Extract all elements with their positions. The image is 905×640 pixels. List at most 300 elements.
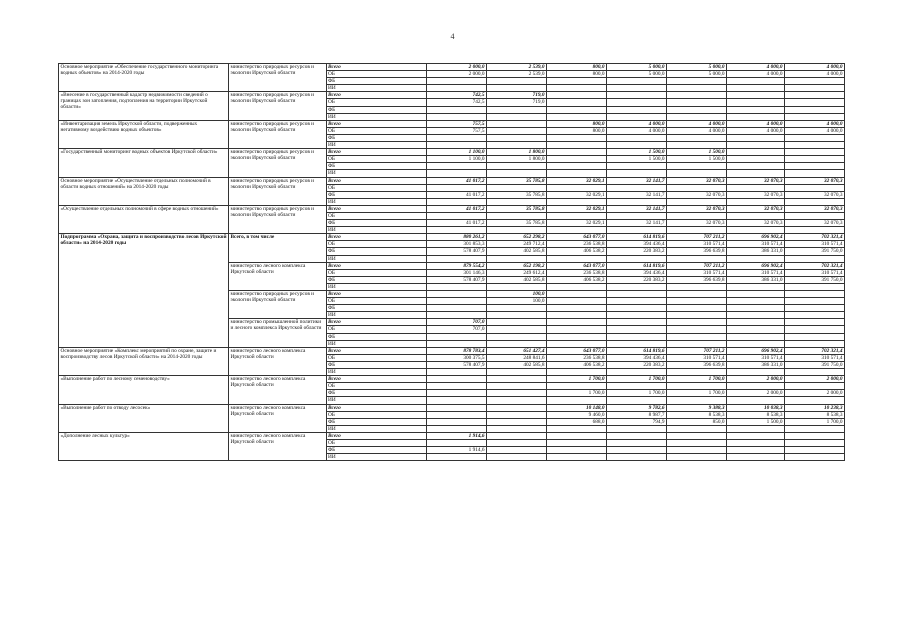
funding-source: Всего bbox=[327, 64, 427, 71]
amount-cell bbox=[785, 326, 845, 333]
funding-source: ИИ bbox=[327, 170, 427, 177]
amount-cell bbox=[547, 106, 607, 113]
amount-cell bbox=[487, 432, 547, 439]
amount-cell bbox=[487, 305, 547, 312]
amount-cell bbox=[487, 85, 547, 92]
amount-cell bbox=[487, 425, 547, 432]
table-row bbox=[59, 404, 845, 411]
amount-cell: 1 500,0 bbox=[607, 156, 667, 163]
funding-source: ИИ bbox=[327, 255, 427, 262]
amount-cell: 394 436,4 bbox=[607, 269, 667, 276]
amount-cell: 310 571,4 bbox=[727, 241, 785, 248]
amount-cell bbox=[487, 134, 547, 141]
amount-cell bbox=[785, 134, 845, 141]
amount-cell bbox=[667, 85, 727, 92]
amount-cell: 800,0 bbox=[547, 127, 607, 134]
amount-cell: 578 407,9 bbox=[427, 276, 487, 283]
amount-cell bbox=[727, 454, 785, 461]
amount-cell: 2 000,0 bbox=[727, 390, 785, 397]
funding-source: Всего bbox=[327, 291, 427, 298]
amount-cell: 1 800,0 bbox=[487, 149, 547, 156]
amount-cell bbox=[667, 312, 727, 319]
amount-cell: 9 782,6 bbox=[607, 404, 667, 411]
amount-cell bbox=[547, 340, 607, 347]
amount-cell bbox=[727, 142, 785, 149]
amount-cell: 5 000,0 bbox=[667, 64, 727, 71]
amount-cell bbox=[547, 170, 607, 177]
amount-cell: 406 538,2 bbox=[547, 276, 607, 283]
amount-cell bbox=[487, 170, 547, 177]
amount-cell bbox=[785, 447, 845, 454]
funding-source: Всего bbox=[327, 177, 427, 184]
amount-cell bbox=[727, 397, 785, 404]
amount-cell bbox=[667, 198, 727, 205]
amount-cell: 5 000,0 bbox=[667, 71, 727, 78]
amount-cell bbox=[547, 255, 607, 262]
amount-cell bbox=[727, 106, 785, 113]
amount-cell: 4 000,0 bbox=[785, 120, 845, 127]
amount-cell bbox=[727, 447, 785, 454]
amount-cell bbox=[427, 85, 487, 92]
amount-cell bbox=[427, 454, 487, 461]
amount-cell bbox=[547, 397, 607, 404]
amount-cell bbox=[607, 85, 667, 92]
funding-source: Всего bbox=[327, 149, 427, 156]
funding-source: ФБ bbox=[327, 163, 427, 170]
funding-source: ИИ bbox=[327, 198, 427, 205]
amount-cell: 406 538,2 bbox=[547, 361, 607, 368]
amount-cell bbox=[427, 425, 487, 432]
amount-cell bbox=[727, 291, 785, 298]
amount-cell: 100,0 bbox=[487, 298, 547, 305]
amount-cell bbox=[607, 92, 667, 99]
amount-cell bbox=[427, 369, 487, 376]
amount-cell bbox=[607, 291, 667, 298]
amount-cell: 1 914,6 bbox=[427, 432, 487, 439]
amount-cell: 32 070,3 bbox=[785, 191, 845, 198]
amount-cell: 643 077,0 bbox=[547, 347, 607, 354]
funding-source: ИИ bbox=[327, 425, 427, 432]
amount-cell bbox=[487, 319, 547, 326]
amount-cell: 1 100,0 bbox=[427, 149, 487, 156]
amount-cell: 5 000,0 bbox=[607, 71, 667, 78]
amount-cell: 248 841,6 bbox=[487, 354, 547, 361]
amount-cell bbox=[727, 255, 785, 262]
amount-cell bbox=[785, 454, 845, 461]
amount-cell: 1 500,0 bbox=[667, 156, 727, 163]
executor-name: министерство лесного комплекса Иркутской области bbox=[229, 404, 327, 432]
amount-cell: 32 070,3 bbox=[785, 177, 845, 184]
amount-cell: 1 700,0 bbox=[607, 390, 667, 397]
amount-cell bbox=[547, 333, 607, 340]
amount-cell bbox=[667, 212, 727, 219]
funding-source: Всего bbox=[327, 319, 427, 326]
amount-cell: 4 000,0 bbox=[667, 120, 727, 127]
amount-cell bbox=[785, 369, 845, 376]
amount-cell bbox=[487, 163, 547, 170]
funding-source: ФБ bbox=[327, 333, 427, 340]
amount-cell: 32 141,7 bbox=[607, 191, 667, 198]
amount-cell bbox=[667, 383, 727, 390]
funding-source: ОБ bbox=[327, 127, 427, 134]
amount-cell bbox=[547, 184, 607, 191]
executor-name: Всего, в том числе bbox=[229, 234, 327, 262]
amount-cell bbox=[607, 425, 667, 432]
amount-cell: 1 500,0 bbox=[727, 418, 785, 425]
page-number: 4 bbox=[450, 32, 455, 41]
amount-cell: 8 538,3 bbox=[727, 411, 785, 418]
amount-cell bbox=[785, 333, 845, 340]
amount-cell: 236 538,8 bbox=[547, 354, 607, 361]
amount-cell bbox=[487, 326, 547, 333]
funding-source: ОБ bbox=[327, 411, 427, 418]
amount-cell bbox=[785, 319, 845, 326]
amount-cell bbox=[727, 113, 785, 120]
funding-source: ОБ bbox=[327, 184, 427, 191]
amount-cell bbox=[547, 305, 607, 312]
amount-cell bbox=[727, 298, 785, 305]
amount-cell: 310 571,4 bbox=[727, 269, 785, 276]
amount-cell: 688,0 bbox=[547, 418, 607, 425]
executor-name: министерство промышленной политики и лесного комплекса Иркутской области bbox=[229, 319, 327, 347]
amount-cell bbox=[427, 283, 487, 290]
table-row bbox=[59, 120, 845, 127]
amount-cell: 32 029,1 bbox=[547, 191, 607, 198]
executor-name: министерство природных ресурсов и экологии Иркутской области bbox=[229, 120, 327, 148]
measure-name: Основное мероприятие «Комплекс мероприятий по охране, защите и воспроизводству лесов Иркутской области» на 2014-2020 годы bbox=[59, 347, 229, 375]
amount-cell: 396 639,8 bbox=[667, 248, 727, 255]
funding-source: Всего bbox=[327, 376, 427, 383]
executor-name: министерство природных ресурсов и экологии Иркутской области bbox=[229, 92, 327, 120]
amount-cell: 32 141,7 bbox=[607, 177, 667, 184]
amount-cell bbox=[487, 397, 547, 404]
amount-cell: 4 000,0 bbox=[727, 64, 785, 71]
amount-cell bbox=[487, 212, 547, 219]
funding-source: ФБ bbox=[327, 418, 427, 425]
amount-cell bbox=[785, 156, 845, 163]
amount-cell bbox=[547, 326, 607, 333]
amount-cell bbox=[667, 439, 727, 446]
amount-cell: 32 070,3 bbox=[727, 191, 785, 198]
amount-cell: 391 750,0 bbox=[785, 361, 845, 368]
amount-cell bbox=[607, 163, 667, 170]
amount-cell: 35 785,8 bbox=[487, 205, 547, 212]
amount-cell bbox=[727, 134, 785, 141]
amount-cell: 100,0 bbox=[487, 291, 547, 298]
amount-cell: 707,0 bbox=[427, 319, 487, 326]
amount-cell: 310 571,4 bbox=[785, 269, 845, 276]
funding-source: ИИ bbox=[327, 283, 427, 290]
funding-source: ИИ bbox=[327, 397, 427, 404]
amount-cell bbox=[547, 227, 607, 234]
amount-cell bbox=[427, 113, 487, 120]
amount-cell bbox=[667, 184, 727, 191]
funding-source: Всего bbox=[327, 432, 427, 439]
executor-name: министерство природных ресурсов и экологии Иркутской области bbox=[229, 291, 327, 319]
amount-cell: 8 987,7 bbox=[607, 411, 667, 418]
amount-cell: 696 902,4 bbox=[727, 347, 785, 354]
budget-table-body bbox=[59, 64, 845, 461]
amount-cell bbox=[785, 106, 845, 113]
amount-cell bbox=[607, 227, 667, 234]
amount-cell bbox=[727, 198, 785, 205]
funding-source: ФБ bbox=[327, 248, 427, 255]
funding-source: ФБ bbox=[327, 361, 427, 368]
amount-cell bbox=[667, 170, 727, 177]
amount-cell bbox=[667, 326, 727, 333]
amount-cell bbox=[785, 397, 845, 404]
amount-cell: 4 000,0 bbox=[785, 71, 845, 78]
amount-cell: 32 070,3 bbox=[785, 220, 845, 227]
funding-source: ФБ bbox=[327, 191, 427, 198]
amount-cell: 4 000,0 bbox=[607, 120, 667, 127]
amount-cell: 880 261,2 bbox=[427, 234, 487, 241]
amount-cell bbox=[487, 78, 547, 85]
measure-name: Основное мероприятие «Осуществление отдельных полномочий в области водных отношений» на 2014-2020 годы bbox=[59, 177, 229, 205]
amount-cell bbox=[727, 170, 785, 177]
funding-source: Всего bbox=[327, 262, 427, 269]
amount-cell bbox=[487, 142, 547, 149]
funding-source: ОБ bbox=[327, 156, 427, 163]
amount-cell: 396 639,8 bbox=[667, 276, 727, 283]
amount-cell bbox=[727, 227, 785, 234]
amount-cell bbox=[667, 305, 727, 312]
amount-cell bbox=[547, 439, 607, 446]
amount-cell: 850,0 bbox=[667, 418, 727, 425]
amount-cell: 757,5 bbox=[427, 127, 487, 134]
amount-cell bbox=[727, 326, 785, 333]
funding-source: ФБ bbox=[327, 447, 427, 454]
executor-name: министерство лесного комплекса Иркутской области bbox=[229, 262, 327, 290]
funding-source: ФБ bbox=[327, 106, 427, 113]
amount-cell: 794,9 bbox=[607, 418, 667, 425]
amount-cell: 643 077,0 bbox=[547, 234, 607, 241]
amount-cell: 32 070,3 bbox=[667, 220, 727, 227]
funding-source: ИИ bbox=[327, 312, 427, 319]
amount-cell: 1 500,0 bbox=[667, 149, 727, 156]
amount-cell bbox=[727, 78, 785, 85]
table-row bbox=[59, 347, 845, 354]
amount-cell: 719,0 bbox=[487, 92, 547, 99]
amount-cell bbox=[427, 212, 487, 219]
amount-cell: 1 700,0 bbox=[547, 376, 607, 383]
executor-name: министерство лесного комплекса Иркутской области bbox=[229, 432, 327, 460]
amount-cell bbox=[427, 227, 487, 234]
amount-cell bbox=[427, 142, 487, 149]
measure-name: «Внесение в государственный кадастр недвижимости сведений о границах зон затопления, подтопления на территории Иркутской области» bbox=[59, 92, 229, 120]
amount-cell bbox=[785, 283, 845, 290]
amount-cell bbox=[547, 78, 607, 85]
amount-cell bbox=[727, 305, 785, 312]
amount-cell: 310 571,4 bbox=[785, 354, 845, 361]
amount-cell: 35 785,8 bbox=[487, 177, 547, 184]
amount-cell bbox=[607, 432, 667, 439]
amount-cell bbox=[547, 85, 607, 92]
amount-cell bbox=[667, 283, 727, 290]
amount-cell bbox=[487, 227, 547, 234]
amount-cell: 614 819,6 bbox=[607, 262, 667, 269]
amount-cell: 1 700,0 bbox=[785, 418, 845, 425]
amount-cell bbox=[785, 142, 845, 149]
amount-cell: 1 500,0 bbox=[607, 149, 667, 156]
amount-cell: 32 070,3 bbox=[667, 191, 727, 198]
amount-cell bbox=[427, 198, 487, 205]
amount-cell bbox=[607, 298, 667, 305]
amount-cell bbox=[785, 184, 845, 191]
amount-cell: 249 712,4 bbox=[487, 241, 547, 248]
funding-source: ИИ bbox=[327, 85, 427, 92]
amount-cell bbox=[487, 383, 547, 390]
amount-cell: 702 321,4 bbox=[785, 347, 845, 354]
amount-cell: 32 070,3 bbox=[727, 220, 785, 227]
amount-cell bbox=[487, 390, 547, 397]
amount-cell: 406 538,2 bbox=[547, 248, 607, 255]
amount-cell bbox=[785, 255, 845, 262]
amount-cell bbox=[607, 369, 667, 376]
amount-cell bbox=[667, 333, 727, 340]
measure-name: «Осуществление отдельных полномочий в сфере водных отношений» bbox=[59, 205, 229, 233]
amount-cell: 220 383,2 bbox=[607, 248, 667, 255]
amount-cell: 878 783,4 bbox=[427, 347, 487, 354]
amount-cell bbox=[785, 113, 845, 120]
funding-source: ИИ bbox=[327, 113, 427, 120]
amount-cell bbox=[607, 106, 667, 113]
amount-cell bbox=[667, 369, 727, 376]
amount-cell bbox=[727, 432, 785, 439]
executor-name: министерство природных ресурсов и экологии Иркутской области bbox=[229, 177, 327, 205]
funding-source: ИИ bbox=[327, 227, 427, 234]
amount-cell bbox=[785, 149, 845, 156]
amount-cell: 4 000,0 bbox=[727, 71, 785, 78]
amount-cell bbox=[427, 404, 487, 411]
amount-cell bbox=[667, 298, 727, 305]
funding-source: ОБ bbox=[327, 439, 427, 446]
amount-cell: 4 000,0 bbox=[727, 120, 785, 127]
amount-cell bbox=[487, 411, 547, 418]
amount-cell bbox=[607, 447, 667, 454]
amount-cell: 702 321,4 bbox=[785, 262, 845, 269]
amount-cell: 402 585,8 bbox=[487, 248, 547, 255]
amount-cell bbox=[427, 305, 487, 312]
amount-cell bbox=[727, 439, 785, 446]
amount-cell bbox=[667, 291, 727, 298]
amount-cell bbox=[487, 404, 547, 411]
amount-cell bbox=[427, 418, 487, 425]
amount-cell bbox=[727, 312, 785, 319]
amount-cell bbox=[607, 326, 667, 333]
amount-cell bbox=[667, 432, 727, 439]
amount-cell bbox=[427, 390, 487, 397]
amount-cell: 300 375,5 bbox=[427, 354, 487, 361]
amount-cell bbox=[727, 283, 785, 290]
funding-source: ОБ bbox=[327, 354, 427, 361]
amount-cell bbox=[727, 333, 785, 340]
amount-cell bbox=[547, 283, 607, 290]
funding-source: Всего bbox=[327, 404, 427, 411]
amount-cell bbox=[727, 149, 785, 156]
amount-cell: 10 238,3 bbox=[785, 404, 845, 411]
amount-cell bbox=[667, 92, 727, 99]
funding-source: ОБ bbox=[327, 298, 427, 305]
amount-cell: 32 070,3 bbox=[785, 205, 845, 212]
amount-cell bbox=[547, 425, 607, 432]
amount-cell bbox=[547, 298, 607, 305]
amount-cell: 1 700,0 bbox=[547, 390, 607, 397]
funding-source: ОБ bbox=[327, 241, 427, 248]
funding-source: ОБ bbox=[327, 99, 427, 106]
amount-cell bbox=[785, 291, 845, 298]
amount-cell bbox=[487, 447, 547, 454]
amount-cell: 1 700,0 bbox=[667, 376, 727, 383]
amount-cell bbox=[487, 120, 547, 127]
amount-cell bbox=[727, 319, 785, 326]
funding-source: Всего bbox=[327, 234, 427, 241]
amount-cell bbox=[785, 227, 845, 234]
amount-cell bbox=[667, 163, 727, 170]
amount-cell bbox=[487, 255, 547, 262]
amount-cell bbox=[607, 184, 667, 191]
funding-source: ФБ bbox=[327, 78, 427, 85]
amount-cell bbox=[667, 106, 727, 113]
amount-cell bbox=[667, 78, 727, 85]
amount-cell: 396 639,8 bbox=[667, 361, 727, 368]
amount-cell: 310 571,4 bbox=[667, 269, 727, 276]
amount-cell: 35 785,8 bbox=[487, 220, 547, 227]
amount-cell: 310 571,4 bbox=[667, 241, 727, 248]
amount-cell: 32 070,3 bbox=[727, 205, 785, 212]
amount-cell bbox=[547, 312, 607, 319]
amount-cell: 719,0 bbox=[487, 99, 547, 106]
amount-cell: 2 000,0 bbox=[785, 376, 845, 383]
amount-cell: 402 585,8 bbox=[487, 276, 547, 283]
amount-cell: 394 436,4 bbox=[607, 354, 667, 361]
amount-cell: 1 800,0 bbox=[487, 156, 547, 163]
amount-cell bbox=[427, 291, 487, 298]
amount-cell: 742,5 bbox=[427, 99, 487, 106]
amount-cell bbox=[727, 425, 785, 432]
amount-cell bbox=[427, 376, 487, 383]
amount-cell bbox=[547, 291, 607, 298]
amount-cell bbox=[785, 85, 845, 92]
amount-cell: 402 585,8 bbox=[487, 361, 547, 368]
amount-cell bbox=[487, 283, 547, 290]
amount-cell: 9 388,3 bbox=[667, 404, 727, 411]
table-row bbox=[59, 149, 845, 156]
amount-cell: 391 750,0 bbox=[785, 276, 845, 283]
amount-cell bbox=[547, 113, 607, 120]
amount-cell bbox=[547, 447, 607, 454]
amount-cell bbox=[547, 92, 607, 99]
amount-cell bbox=[785, 425, 845, 432]
amount-cell bbox=[607, 212, 667, 219]
amount-cell: 757,5 bbox=[427, 120, 487, 127]
amount-cell: 614 819,6 bbox=[607, 347, 667, 354]
amount-cell bbox=[487, 312, 547, 319]
amount-cell bbox=[727, 156, 785, 163]
funding-source: Всего bbox=[327, 92, 427, 99]
funding-source: ОБ bbox=[327, 326, 427, 333]
amount-cell bbox=[607, 134, 667, 141]
amount-cell: 800,0 bbox=[547, 64, 607, 71]
funding-source: ФБ bbox=[327, 305, 427, 312]
amount-cell: 651 427,4 bbox=[487, 347, 547, 354]
amount-cell bbox=[607, 383, 667, 390]
amount-cell bbox=[727, 340, 785, 347]
amount-cell: 32 029,1 bbox=[547, 220, 607, 227]
amount-cell bbox=[487, 184, 547, 191]
amount-cell: 41 017,2 bbox=[427, 205, 487, 212]
amount-cell: 2 000,0 bbox=[427, 64, 487, 71]
